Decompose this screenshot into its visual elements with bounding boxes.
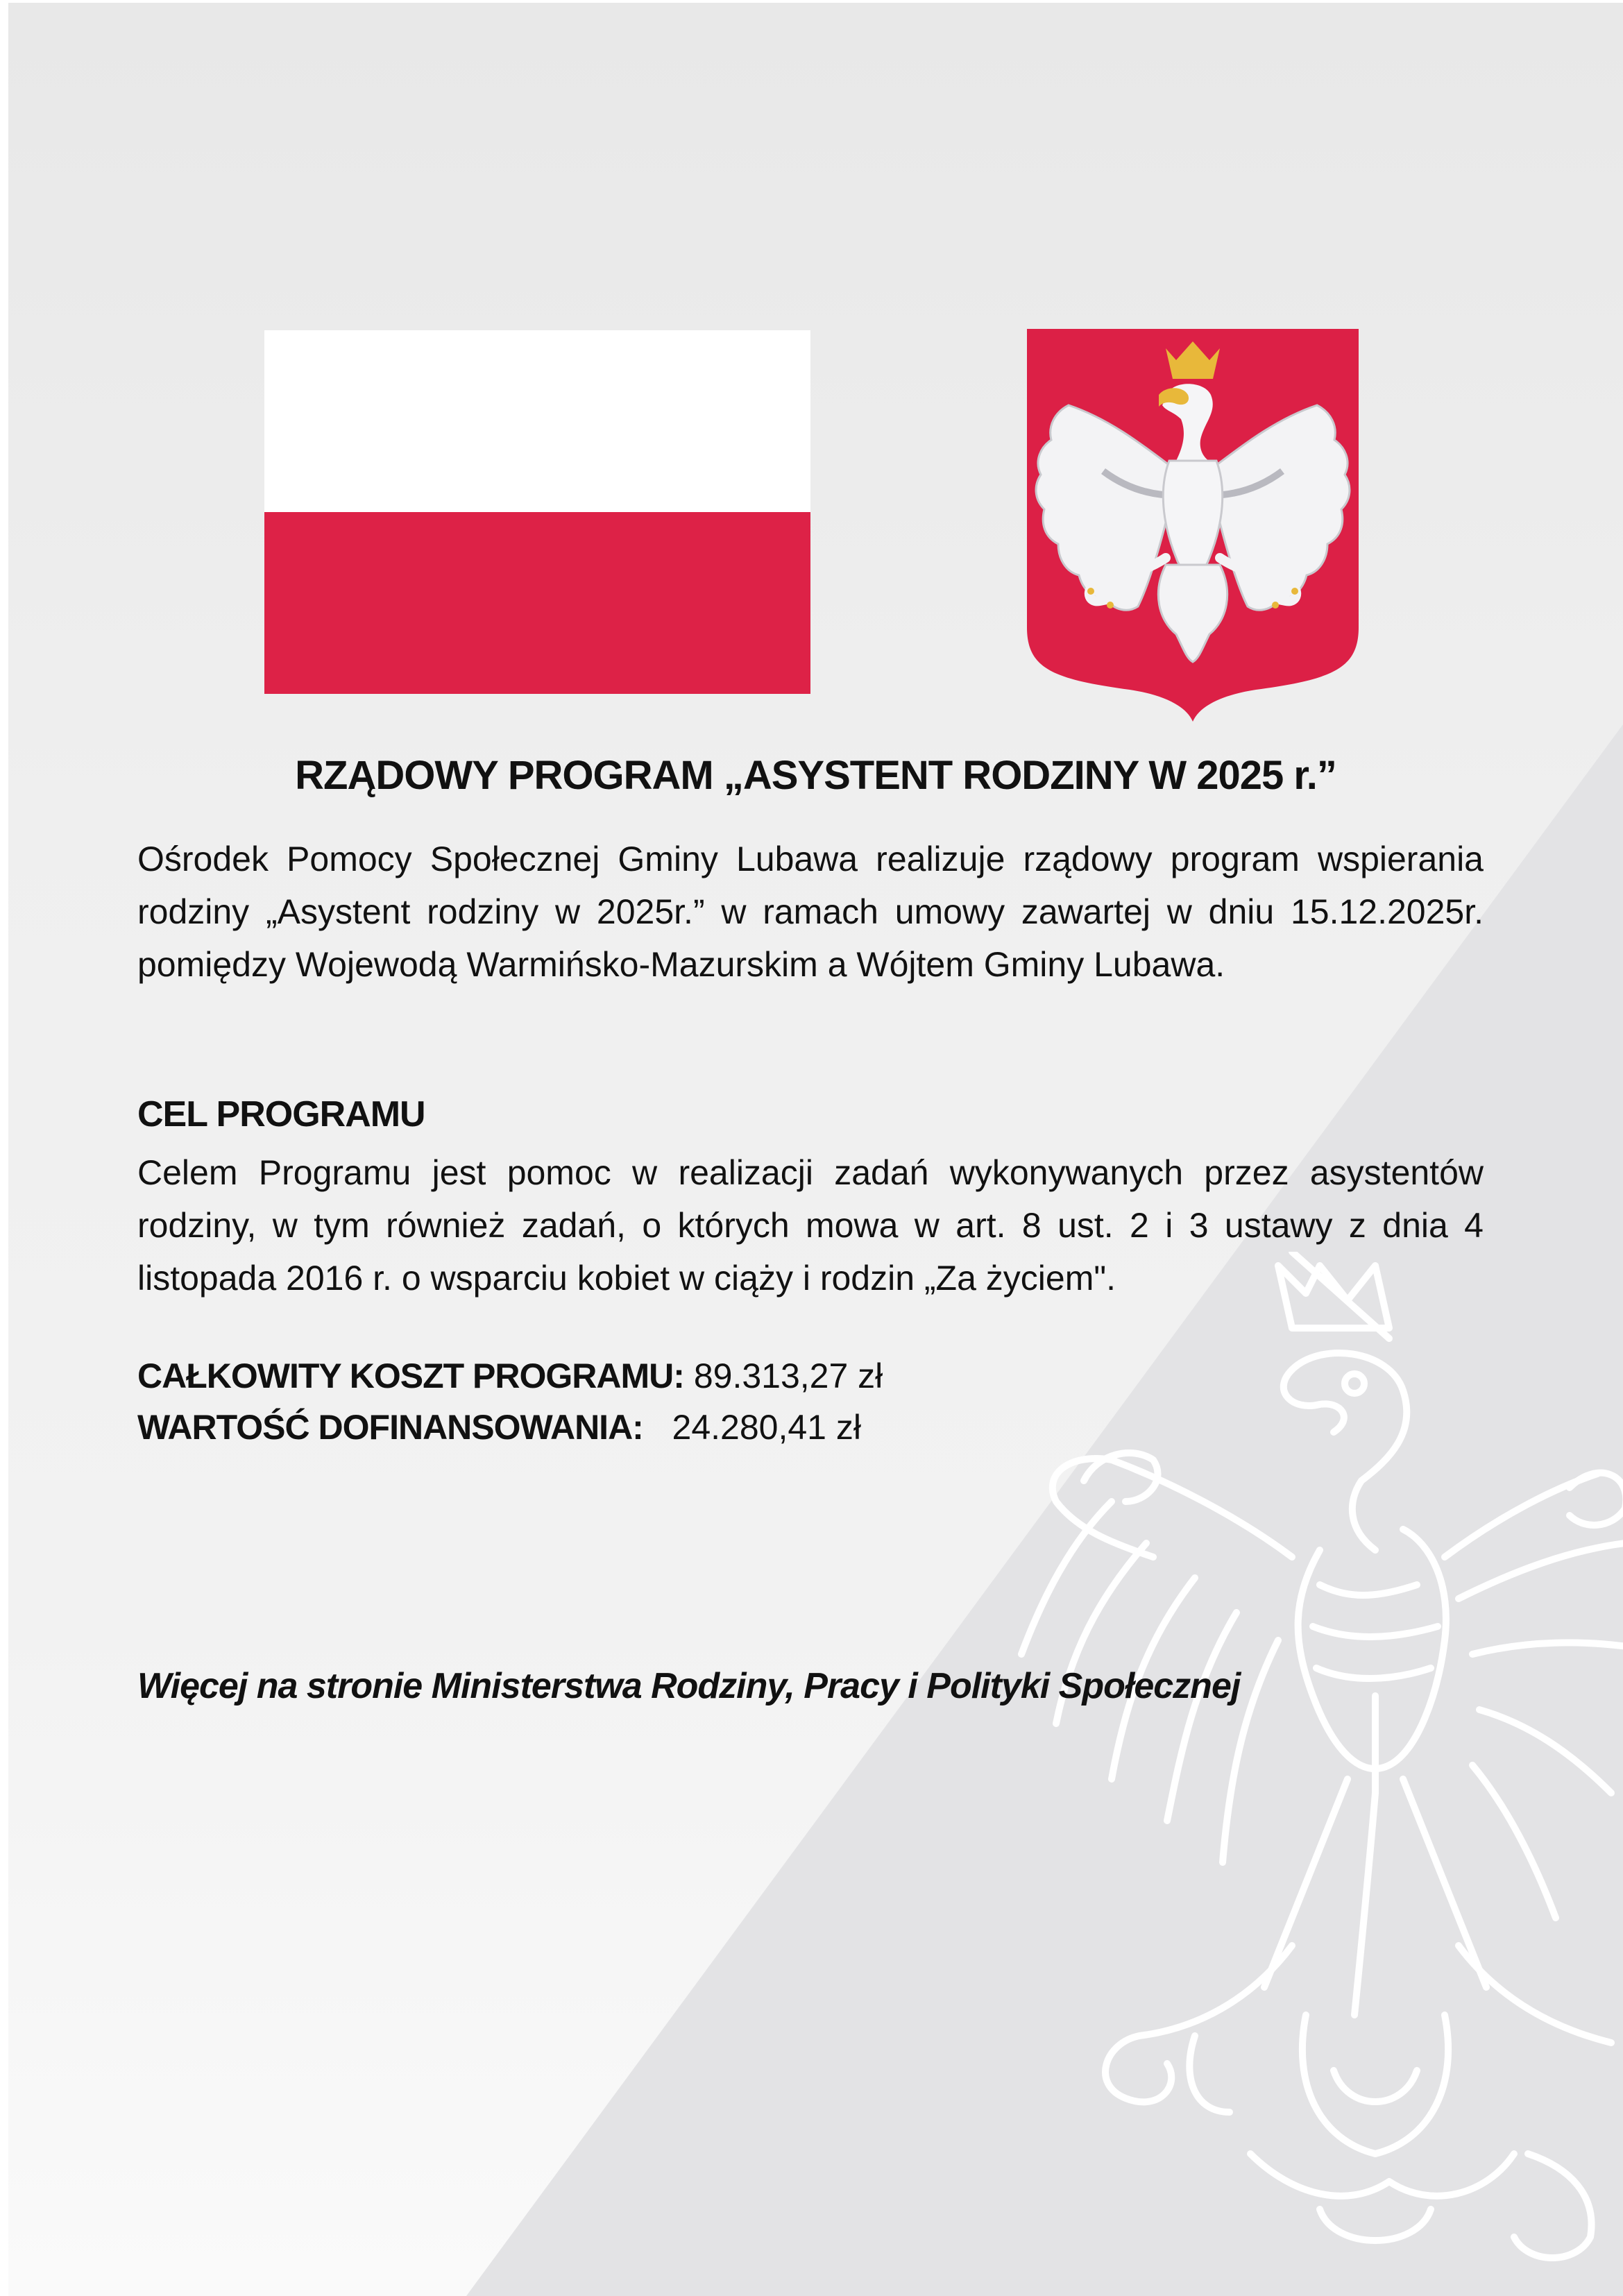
funding-value: 24.280,41 zł — [672, 1408, 861, 1447]
goal-paragraph: Celem Programu jest pomoc w realizacji zadań wykonywanych przez asystentów rodziny, w tym również zadań, o których mowa w art. 8 ust. 2 i 3 ustawy z dnia 4 listopada 2016 r. o wsparciu kobiet w ciąży i rodzin „Za życiem". — [137, 1153, 1484, 1298]
eagle-watermark-icon — [903, 1252, 1623, 2279]
polish-flag-icon — [264, 330, 810, 694]
total-cost-row — [137, 1356, 883, 1396]
total-cost-value: 89.313,27 zł — [693, 1357, 883, 1395]
flag-red-stripe — [264, 512, 810, 694]
coat-of-arms-icon — [1027, 329, 1359, 722]
total-cost-label: CAŁKOWITY KOSZT PROGRAMU: — [137, 1357, 684, 1395]
funding-row — [137, 1407, 861, 1447]
poster-page — [8, 3, 1623, 2296]
flag-white-stripe — [264, 330, 810, 512]
page-title: RZĄDOWY PROGRAM „ASYSTENT RODZINY W 2025 r.” — [295, 753, 1336, 798]
funding-label: WARTOŚĆ DOFINANSOWANIA: — [137, 1408, 643, 1447]
goal-heading: CEL PROGRAMU — [137, 1094, 425, 1134]
intro-paragraph: Ośrodek Pomocy Społecznej Gminy Lubawa realizuje rządowy program wspierania rodziny „Asystent rodziny w 2025r.” w ramach umowy zawartej w dniu 15.12.2025r. pomiędzy Wojewodą Warmińsko-Mazurskim a Wójtem Gminy Lubawa. — [137, 840, 1484, 984]
footer-note: Więcej na stronie Ministerstwa Rodziny, Pracy i Polityki Społecznej — [137, 1666, 1241, 1706]
